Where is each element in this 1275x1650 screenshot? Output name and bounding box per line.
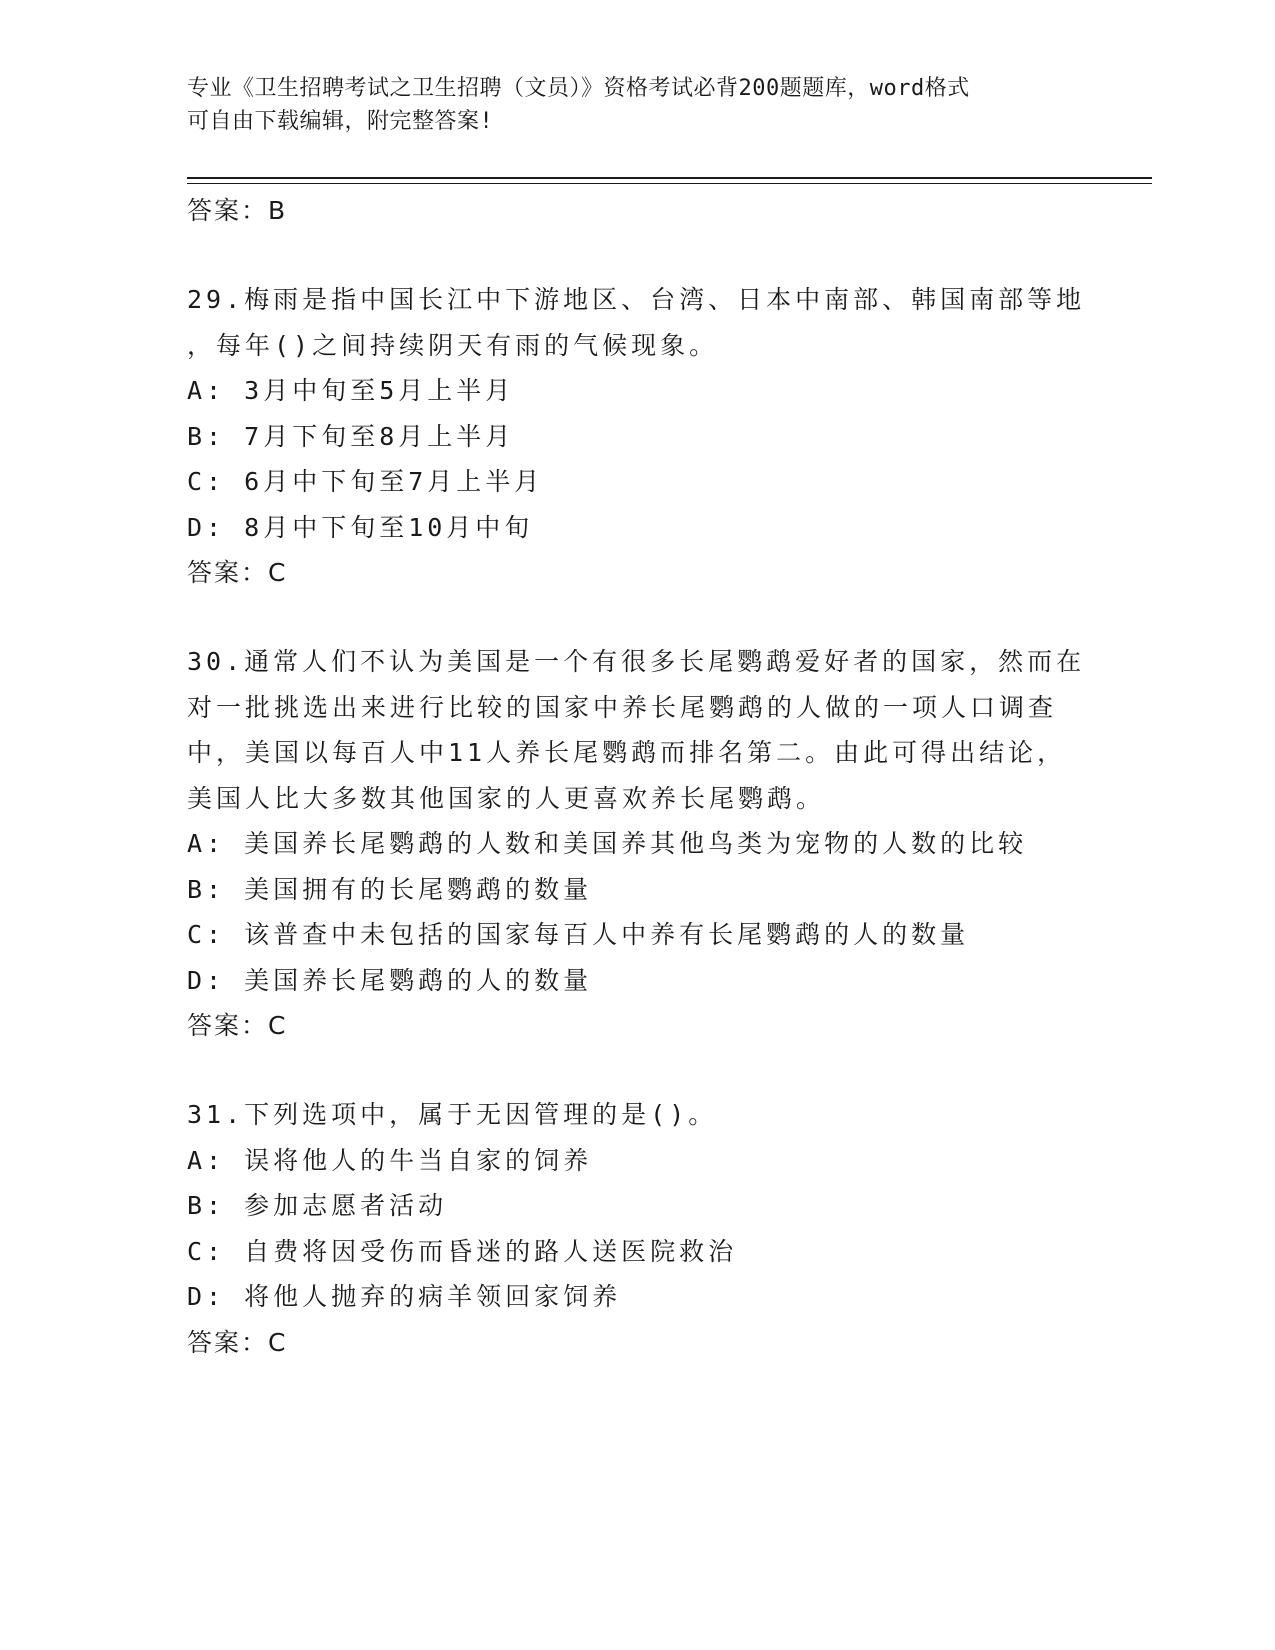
answer-line: 答案：C [187, 1011, 288, 1040]
stem-line: 29.梅雨是指中国长江中下游地区、台湾、日本中南部、韩国南部等地 [187, 285, 1086, 314]
stem-line: 31.下列选项中，属于无因管理的是()。 [187, 1100, 718, 1129]
header-rule-thick [187, 177, 1152, 179]
option-b: B: 参加志愿者活动 [187, 1191, 448, 1220]
option-a: A: 误将他人的牛当自家的饲养 [187, 1145, 593, 1175]
question-30 [187, 639, 1087, 1048]
option-c: C: 该普查中未包括的国家每百人中养有长尾鹦鹉的人的数量 [187, 920, 970, 949]
answer-line: 答案：C [187, 558, 288, 587]
option-b: B: 美国拥有的长尾鹦鹉的数量 [187, 874, 593, 904]
document-header [187, 72, 1087, 138]
header-line-1: 专业《卫生招聘考试之卫生招聘（文员）》资格考试必背200题题库，word格式 [187, 76, 970, 101]
question-list [187, 188, 1087, 1409]
question-stem [187, 639, 1087, 821]
question-stem [187, 1092, 1087, 1138]
header-line-2: 可自由下载编辑，附完整答案! [187, 109, 494, 134]
stem-line: 30.通常人们不认为美国是一个有很多长尾鹦鹉爱好者的国家，然而在 [187, 647, 1086, 676]
answer-line: 答案：C [187, 1327, 288, 1357]
answer-line: 答案：B [187, 196, 288, 225]
option-a: A: 3月中旬至5月上半月 [187, 376, 515, 405]
option-c: C: 自费将因受伤而昏迷的路人送医院救治 [187, 1236, 738, 1266]
option-a: A: 美国养长尾鹦鹉的人数和美国养其他鸟类为宠物的人数的比较 [187, 829, 1028, 858]
option-b: B: 7月下旬至8月上半月 [187, 421, 515, 451]
stem-line: 美国人比大多数其他国家的人更喜欢养长尾鹦鹉。 [187, 783, 826, 813]
option-c: C: 6月中下旬至7月上半月 [187, 467, 544, 496]
option-d: D: 将他人抛弃的病羊领回家饲养 [187, 1282, 622, 1311]
option-d: D: 8月中下旬至10月中旬 [187, 512, 534, 542]
question-31 [187, 1092, 1087, 1365]
question-stem [187, 277, 1087, 368]
stem-line: 对一批挑选出来进行比较的国家中养长尾鹦鹉的人做的一项人口调查 [187, 692, 1058, 722]
question-29 [187, 277, 1087, 595]
stem-line: 中，美国以每百人中11人养长尾鹦鹉而排名第二。由此可得出结论， [187, 738, 1067, 767]
option-d: D: 美国养长尾鹦鹉的人的数量 [187, 965, 593, 995]
header-rule-thin [187, 183, 1152, 184]
stem-line: ，每年()之间持续阴天有雨的气候现象。 [187, 330, 719, 360]
